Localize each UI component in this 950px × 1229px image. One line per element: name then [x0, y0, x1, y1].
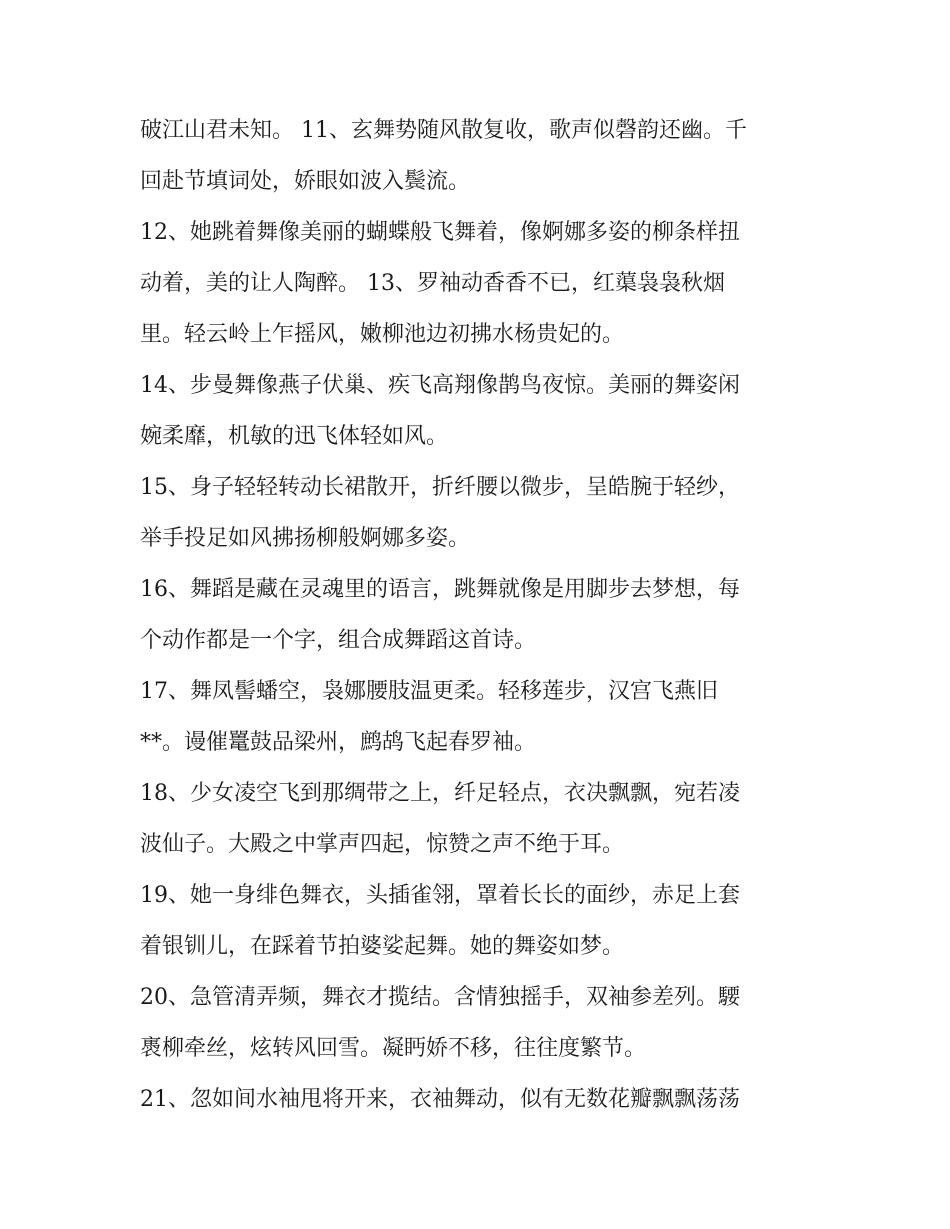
text-line: 12、她跳着舞像美丽的蝴蝶般飞舞着，像婀娜多姿的柳条样扭 [140, 220, 740, 245]
text-line: 18、少女凌空飞到那绸带之上，纤足轻点，衣决飘飘，宛若凌 [140, 781, 740, 806]
text-line: 破江山君未知。 11、玄舞势随风散复收，歌声似磬韵还幽。千 [140, 118, 747, 143]
text-line: 15、身子轻轻转动长裙散开，折纤腰以微步，呈皓腕于轻纱， [140, 475, 740, 500]
text-line: 14、步曼舞像燕子伏巢、疾飞高翔像鹊鸟夜惊。美丽的舞姿闲 [140, 373, 740, 398]
text-line: 16、舞蹈是藏在灵魂里的语言，跳舞就像是用脚步去梦想，每 [140, 577, 740, 602]
text-line: 21、忽如间水袖甩将开来，衣袖舞动，似有无数花瓣飘飘荡荡 [140, 1087, 740, 1112]
text-line: 里。轻云岭上乍摇风，嫩柳池边初拂水杨贵妃的。 [140, 322, 625, 347]
text-line: **。谩催鼍鼓品梁州，鹧鸪飞起春罗袖。 [140, 730, 537, 755]
text-line: 波仙子。大殿之中掌声四起，惊赞之声不绝于耳。 [140, 832, 625, 857]
text-line: 动着，美的让人陶醉。 13、罗袖动香香不已，红蕖袅袅秋烟 [140, 271, 725, 296]
text-line: 回赴节填词处，娇眼如波入鬓流。 [140, 169, 471, 194]
text-line: 褭柳牵丝，炫转风回雪。凝眄娇不移，往往度繁节。 [140, 1036, 647, 1061]
text-line: 举手投足如风拂扬柳般婀娜多姿。 [140, 526, 471, 551]
text-line: 20、急管清弄频，舞衣才揽结。含情独摇手，双袖参差列。騕 [140, 985, 740, 1010]
text-line: 着银钏儿，在踩着节拍婆娑起舞。她的舞姿如梦。 [140, 934, 625, 959]
text-line: 个动作都是一个字，组合成舞蹈这首诗。 [140, 628, 537, 653]
text-line: 婉柔靡，机敏的迅飞体轻如风。 [140, 424, 449, 449]
text-line: 17、舞凤髻蟠空，袅娜腰肢温更柔。轻移莲步，汉宫飞燕旧 [140, 679, 718, 704]
text-line: 19、她一身绯色舞衣，头插雀翎，罩着长长的面纱，赤足上套 [140, 883, 740, 908]
document-body [140, 105, 840, 1125]
